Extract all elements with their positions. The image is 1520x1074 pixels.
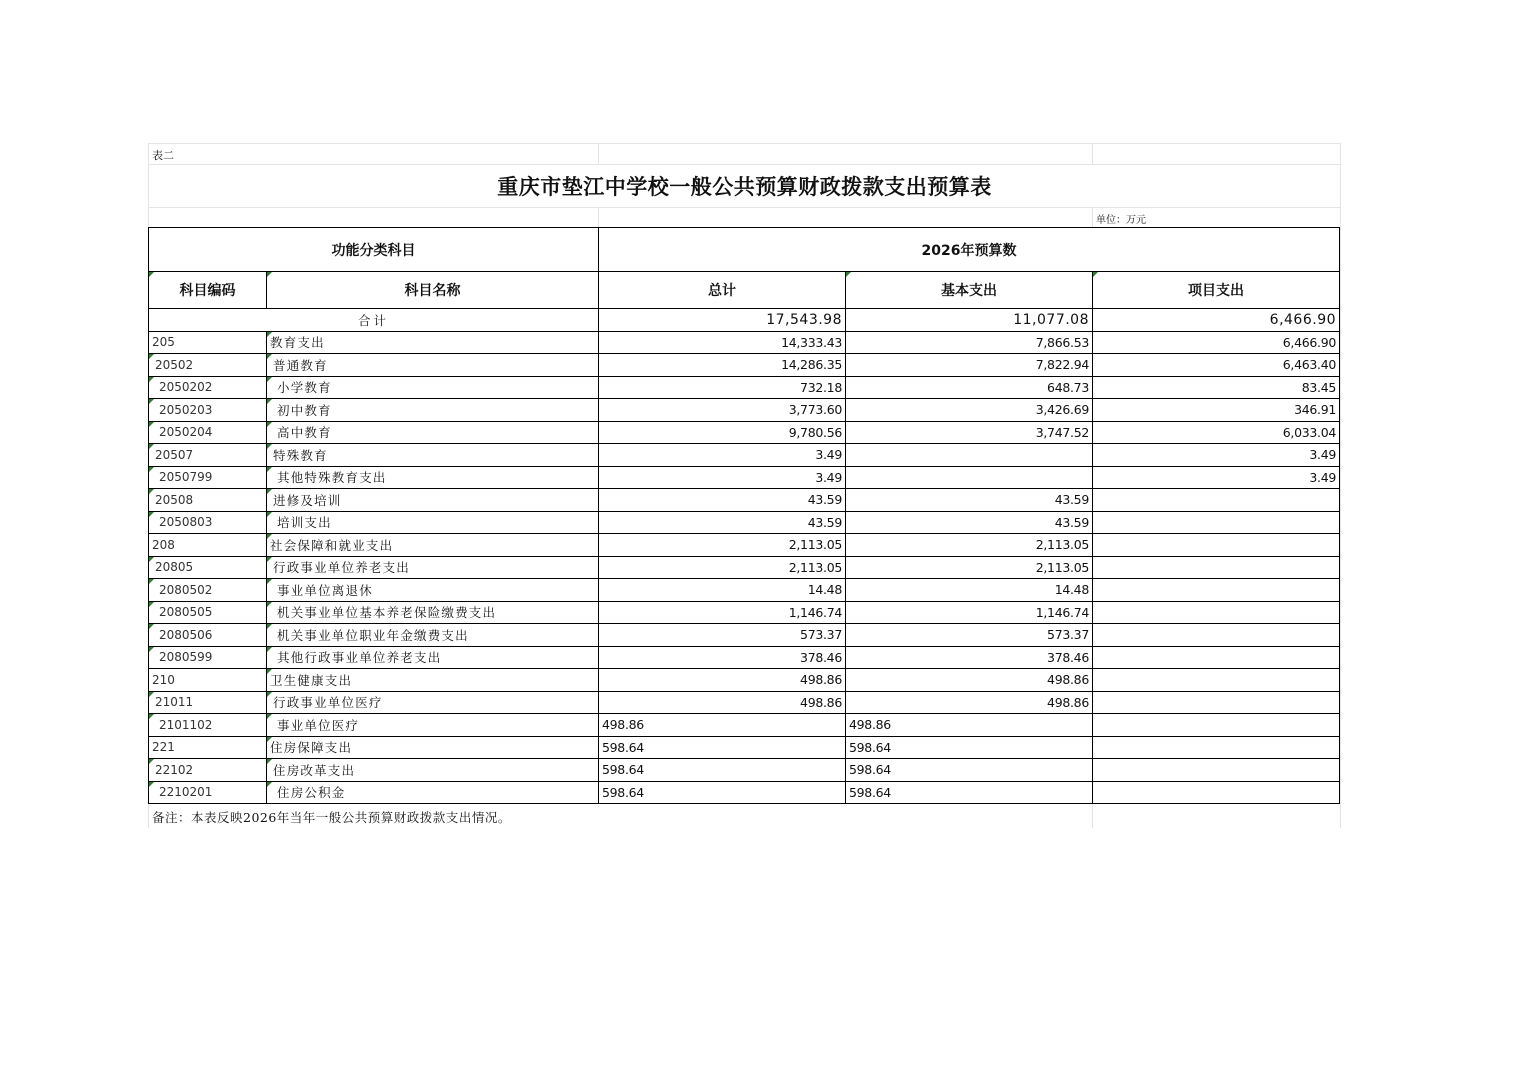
table-label: 表二 [152,149,174,162]
cell-project [1093,691,1340,714]
cell-project [1093,601,1340,624]
cell-name: 卫生健康支出 [267,669,599,692]
cell-total: 9,780.56 [599,421,846,444]
cell-name: 行政事业单位养老支出 [267,556,599,579]
spreadsheet-sheet [148,143,1341,828]
cell-total: 14,333.43 [599,331,846,354]
cell-code: 2080505 [149,601,267,624]
cell-total: 498.86 [599,669,846,692]
cell-project: 3.49 [1093,444,1340,467]
cell-basic: 1,146.74 [846,601,1093,624]
cell-code: 205 [149,331,267,354]
cell-total: 43.59 [599,489,846,512]
table-row [149,399,1340,422]
cell-total: 498.86 [599,714,846,737]
cell-project [1093,714,1340,737]
cell-basic: 598.64 [846,759,1093,782]
page-title: 重庆市垫江中学校一般公共预算财政拨款支出预算表 [497,174,992,199]
table-row [149,421,1340,444]
cell-basic: 43.59 [846,489,1093,512]
cell-code: 21011 [149,691,267,714]
cell-total: 3,773.60 [599,399,846,422]
table-row [149,376,1340,399]
table-row [149,714,1340,737]
cell-name: 住房保障支出 [267,736,599,759]
total-total: 17,543.98 [599,309,846,332]
budget-table [148,227,1340,804]
cell-code: 20508 [149,489,267,512]
cell-basic: 3,747.52 [846,421,1093,444]
cell-name: 住房公积金 [267,781,599,804]
cell-code: 210 [149,669,267,692]
table-label-row [149,144,1340,164]
cell-basic [846,466,1093,489]
cell-total: 43.59 [599,511,846,534]
cell-project [1093,759,1340,782]
cell-code: 2050803 [149,511,267,534]
table-row [149,489,1340,512]
cell-code: 2080599 [149,646,267,669]
cell-code: 20507 [149,444,267,467]
note-row [148,804,1341,828]
cell-name: 高中教育 [267,421,599,444]
table-row [149,511,1340,534]
unit-label: 单位：万元 [1096,215,1146,226]
cell-total: 14,286.35 [599,354,846,377]
cell-total: 3.49 [599,444,846,467]
cell-code: 221 [149,736,267,759]
cell-basic: 648.73 [846,376,1093,399]
cell-name: 机关事业单位职业年金缴费支出 [267,624,599,647]
cell-name: 其他行政事业单位养老支出 [267,646,599,669]
cell-code: 2050203 [149,399,267,422]
table-row [149,781,1340,804]
cell-name: 教育支出 [267,331,599,354]
cell-name: 小学教育 [267,376,599,399]
cell-name: 住房改革支出 [267,759,599,782]
cell-code: 2050202 [149,376,267,399]
cell-project [1093,579,1340,602]
table-row [149,646,1340,669]
cell-code: 2050799 [149,466,267,489]
cell-basic: 378.46 [846,646,1093,669]
cell-project [1093,781,1340,804]
cell-project [1093,736,1340,759]
cell-name: 行政事业单位医疗 [267,691,599,714]
cell-basic: 498.86 [846,669,1093,692]
cell-total: 598.64 [599,781,846,804]
cell-total: 3.49 [599,466,846,489]
cell-total: 598.64 [599,759,846,782]
cell-code: 208 [149,534,267,557]
total-basic: 11,077.08 [846,309,1093,332]
cell-code: 20805 [149,556,267,579]
header-project: 项目支出 [1093,272,1340,309]
header-budget-2026: 2026年预算数 [599,228,1340,272]
table-row [149,534,1340,557]
cell-name: 事业单位医疗 [267,714,599,737]
cell-total: 573.37 [599,624,846,647]
cell-total: 14.48 [599,579,846,602]
cell-code: 2210201 [149,781,267,804]
header-function-category: 功能分类科目 [149,228,599,272]
cell-project [1093,534,1340,557]
cell-project [1093,646,1340,669]
cell-name: 特殊教育 [267,444,599,467]
cell-total: 732.18 [599,376,846,399]
cell-project [1093,556,1340,579]
cell-name: 进修及培训 [267,489,599,512]
cell-basic: 43.59 [846,511,1093,534]
cell-total: 378.46 [599,646,846,669]
cell-name: 其他特殊教育支出 [267,466,599,489]
cell-total: 2,113.05 [599,534,846,557]
cell-basic: 573.37 [846,624,1093,647]
table-row [149,354,1340,377]
cell-name: 培训支出 [267,511,599,534]
cell-total: 498.86 [599,691,846,714]
total-row [149,309,1340,332]
cell-project: 346.91 [1093,399,1340,422]
cell-code: 2050204 [149,421,267,444]
cell-project: 6,463.40 [1093,354,1340,377]
table-row [149,331,1340,354]
header-code: 科目编码 [149,272,267,309]
cell-code: 20502 [149,354,267,377]
cell-basic: 3,426.69 [846,399,1093,422]
cell-project [1093,669,1340,692]
cell-basic: 2,113.05 [846,556,1093,579]
header-name: 科目名称 [267,272,599,309]
table-row [149,669,1340,692]
cell-name: 社会保障和就业支出 [267,534,599,557]
cell-name: 普通教育 [267,354,599,377]
header-basic: 基本支出 [846,272,1093,309]
cell-basic: 598.64 [846,781,1093,804]
cell-total: 1,146.74 [599,601,846,624]
cell-code: 2080506 [149,624,267,647]
cell-project [1093,511,1340,534]
total-project: 6,466.90 [1093,309,1340,332]
table-row [149,759,1340,782]
cell-project [1093,624,1340,647]
cell-basic: 598.64 [846,736,1093,759]
cell-total: 2,113.05 [599,556,846,579]
table-row [149,556,1340,579]
table-row [149,624,1340,647]
cell-project: 83.45 [1093,376,1340,399]
table-row [149,691,1340,714]
cell-basic: 2,113.05 [846,534,1093,557]
table-row [149,736,1340,759]
cell-project [1093,489,1340,512]
cell-basic: 14.48 [846,579,1093,602]
cell-basic: 7,866.53 [846,331,1093,354]
footnote: 备注：本表反映2026年当年一般公共预算财政拨款支出情况。 [152,810,511,825]
cell-total: 598.64 [599,736,846,759]
title-row [149,164,1340,207]
cell-basic: 498.86 [846,691,1093,714]
total-label: 合计 [149,309,599,332]
table-row [149,579,1340,602]
cell-code: 22102 [149,759,267,782]
cell-name: 初中教育 [267,399,599,422]
cell-code: 2101102 [149,714,267,737]
cell-project: 3.49 [1093,466,1340,489]
cell-project: 6,466.90 [1093,331,1340,354]
header-total: 总计 [599,272,846,309]
cell-basic: 498.86 [846,714,1093,737]
table-row [149,601,1340,624]
cell-name: 事业单位离退休 [267,579,599,602]
cell-basic [846,444,1093,467]
cell-project: 6,033.04 [1093,421,1340,444]
cell-code: 2080502 [149,579,267,602]
cell-name: 机关事业单位基本养老保险缴费支出 [267,601,599,624]
table-row [149,444,1340,467]
unit-row [149,207,1340,227]
table-row [149,466,1340,489]
cell-basic: 7,822.94 [846,354,1093,377]
